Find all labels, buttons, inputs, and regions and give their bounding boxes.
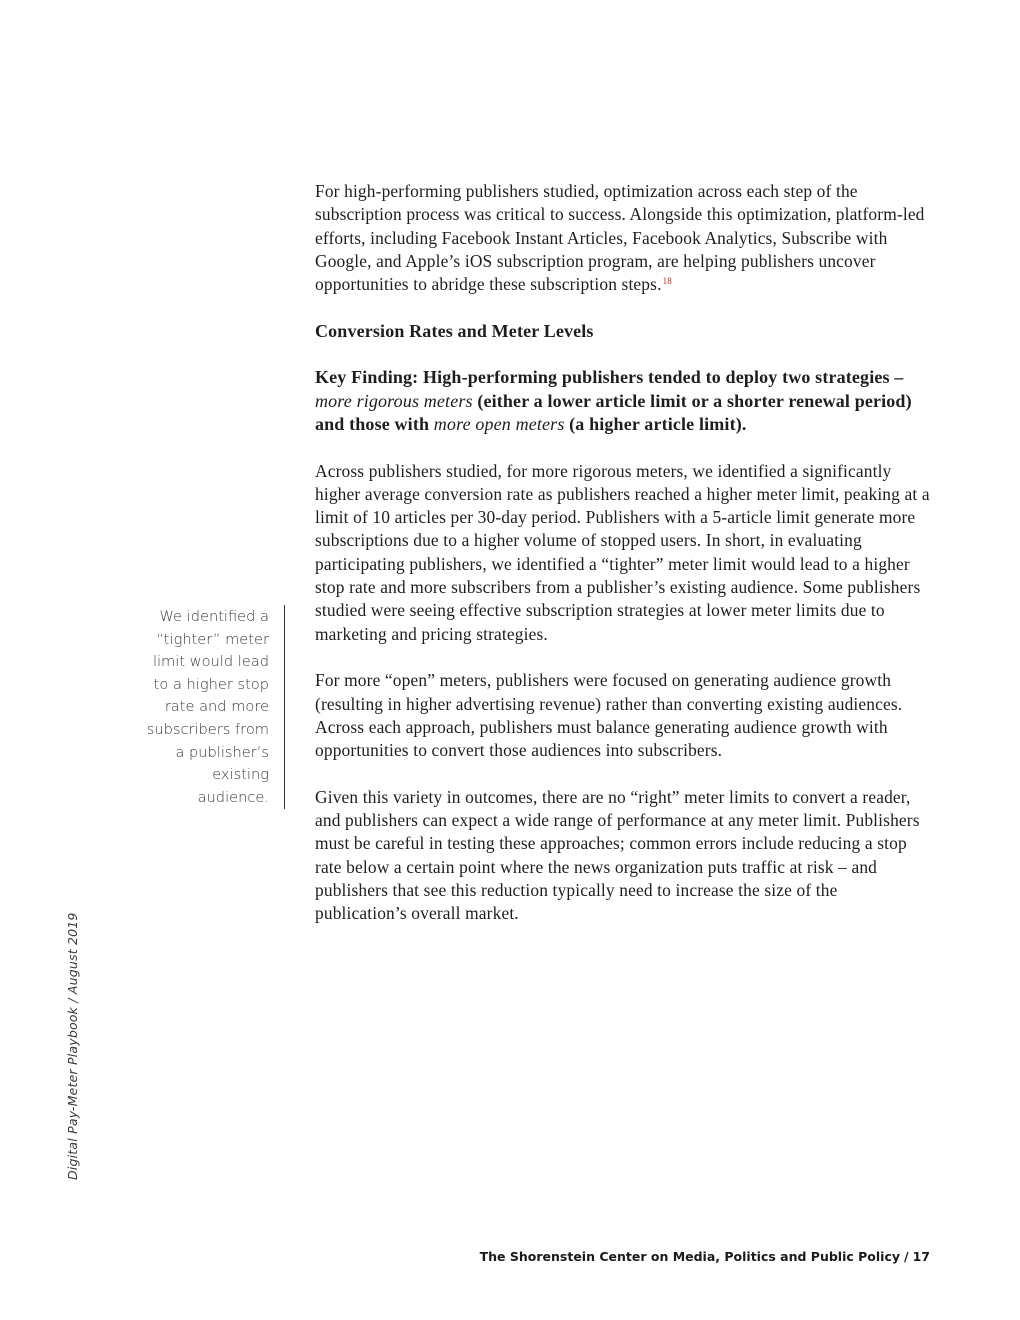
page-number: 17 (912, 1249, 930, 1264)
footer-separator: / (904, 1249, 909, 1264)
paragraph-optimization (315, 180, 933, 296)
footer-organization: The Shorenstein Center on Media, Politics and Public Policy (479, 1249, 901, 1264)
side-running-title: Digital Pay-Meter Playbook / August 2019 (65, 912, 80, 1180)
section-heading: Conversion Rates and Meter Levels (315, 320, 594, 341)
key-finding-part3: (a higher article limit). (564, 413, 747, 434)
key-finding-emphasis-open: more open meters (433, 413, 565, 434)
footnote-reference[interactable]: 18 (662, 276, 672, 287)
page-footer (480, 1249, 930, 1264)
key-finding-emphasis-rigorous: more rigorous meters (315, 390, 473, 411)
paragraph-optimization-text: For high-performing publishers studied, optimization across each step of the subscription process was critical to success. Alongside this optimization, platform-led efforts, including Facebook Instant Articles, Facebook Analytics, Subscribe with Google, and Apple’s iOS subscription program, are helping publishers uncover opportunities to abridge these subscription steps. (315, 181, 925, 295)
paragraph-open-meters: For more “open” meters, publishers were focused on generating audience growth (resulting in higher advertising revenue) rather than converting existing audiences. Across each approach, publishers must balance generating audience growth with opportunities to convert those audiences into subscribers. (315, 670, 903, 761)
key-finding-part2: (either a lower article limit or a shorter renewal period) and those with (315, 390, 912, 434)
paragraph-variety-outcomes: Given this variety in outcomes, there are no “right” meter limits to convert a reader, and publishers can expect a wide range of performance at any meter limit. Publishers must be careful in testing these approaches; common errors include reducing a stop rate below a certain point where the news organization puts traffic at risk – and publishers that see this reduction typically need to increase the size of the publication’s overall market. (315, 786, 920, 924)
key-finding-part1: Key Finding: High-performing publishers tended to deploy two strategies – (315, 367, 904, 388)
pull-quote-text: We identified a “tighter” meter limit would lead to a higher stop rate and more subscribers from a publisher’s existing audience. (146, 608, 269, 806)
key-finding (315, 366, 933, 436)
paragraph-rigorous-meters: Across publishers studied, for more rigorous meters, we identified a significantly higher average conversion rate as publishers reached a higher meter limit, peaking at a limit of 10 articles per 30-day period. Publishers with a 5-article limit generate more subscriptions due to a higher volume of stopped users. In short, in evaluating participating publishers, we identified a “tighter” meter limit would lead to a higher stop rate and more subscribers from a publisher’s existing audience. Some publishers studied were seeing effective subscription strategies at lower meter limits due to marketing and pricing strategies. (315, 460, 930, 644)
main-text-column (315, 180, 933, 949)
pull-quote (140, 605, 285, 809)
